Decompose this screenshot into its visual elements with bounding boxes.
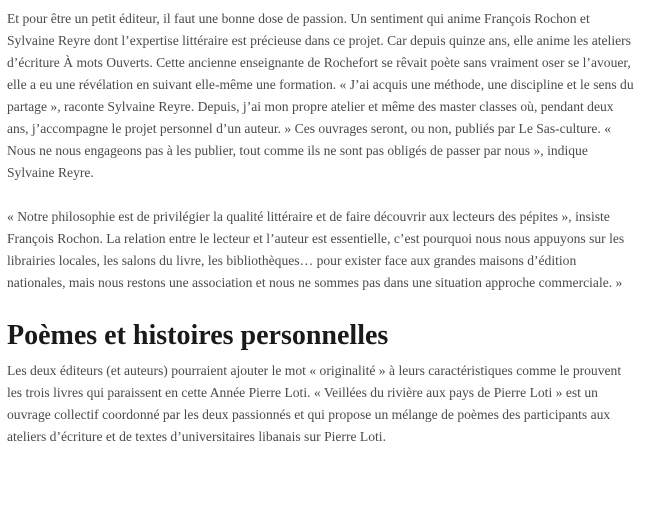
article-body — [7, 8, 635, 448]
article-paragraph-3: Les deux éditeurs (et auteurs) pourraient ajouter le mot « originalité » à leurs caractéristiques comme le prouvent les trois livres qui paraissent en cette Année Pierre Loti. « Veillées du rivière aux pays de Pierre Loti » est un ouvrage collectif coordonné par les deux passionnés et qui propose un mélange de poèmes des participants aux ateliers d’écriture et de textes d’universitaires libanais sur Pierre Loti. — [7, 363, 622, 444]
section-heading: Poèmes et histoires personnelles — [7, 320, 389, 351]
article-paragraph-1: Et pour être un petit éditeur, il faut une bonne dose de passion. Un sentiment qui anime François Rochon et Sylvaine Reyre dont l’expertise littéraire est précieuse dans ce projet. Car depuis quinze ans, elle anime les ateliers d’écriture À mots Ouverts. Cette ancienne enseignante de Rochefort se rêvait poète sans vraiment oser se l’avouer, elle a eu une révélation en suivant elle-même une formation. « J’ai acquis une méthode, une discipline et le sens du partage », raconte Sylvaine Reyre. Depuis, j’ai mon propre atelier et même des master classes où, pendant deux ans, j’accompagne le projet personnel d’un auteur. » Ces ouvrages seront, ou non, publiés par Le Sas-culture. « Nous ne nous engageons pas à les publier, tout comme ils ne sont pas obligés de passer par nous », indique Sylvaine Reyre. — [7, 11, 634, 180]
article-paragraph-2: « Notre philosophie est de privilégier la qualité littéraire et de faire découvrir aux lecteurs des pépites », insiste François Rochon. La relation entre le lecteur et l’auteur est essentielle, c’est pourquoi nous nous appuyons sur les librairies locales, les salons du livre, les bibliothèques… pour exister face aux grandes maisons d’édition nationales, mais nous restons une association et nous ne sommes pas dans une situation approche commerciale. » — [7, 209, 625, 290]
